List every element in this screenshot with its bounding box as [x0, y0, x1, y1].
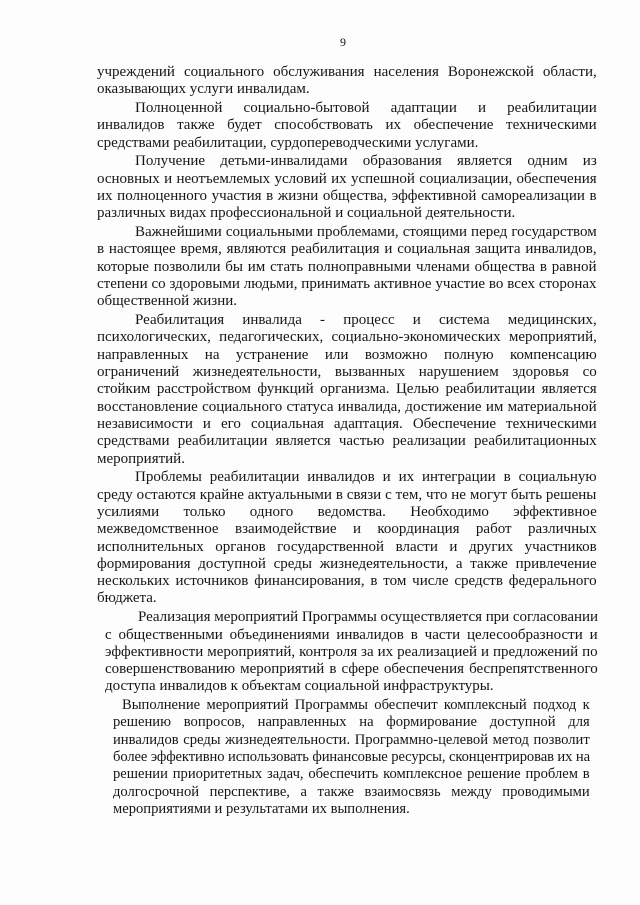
text-line: мероприятий.	[97, 450, 185, 467]
text-line: их полноценного участия в жизни общества, эффективной самореализации в	[97, 188, 597, 205]
page-number: 9	[340, 35, 346, 49]
text-line: которые позволили бы им стать полноправными членами общества в равной	[97, 258, 597, 275]
text-line: стойким расстройством функций организма. Целью реабилитации является	[97, 381, 597, 398]
text-line: инвалидов также будет способствовать их обеспечение техническими	[97, 117, 597, 134]
text-line: психологических, педагогических, социально-экономических мероприятий,	[97, 329, 597, 346]
text-line: общественной жизни.	[97, 293, 238, 310]
text-line: среду остаются крайне актуальными в связи с тем, что не могут быть решены	[97, 486, 597, 503]
text-line: Реализация мероприятий Программы осуществляется при согласовании	[138, 609, 598, 626]
text-line: независимости и его социальная адаптация. Обеспечение техническими	[97, 415, 597, 432]
text-line: Важнейшими социальными проблемами, стоящими перед государством	[135, 224, 597, 241]
text-line: средствами реабилитации, сурдопереводческими услугами.	[97, 134, 479, 151]
text-line: нескольких источников финансирования, в том числе средств федерального	[97, 573, 597, 590]
text-line: решении приоритетных задач, обеспечить комплексное решение проблем в	[113, 766, 590, 783]
text-line: доступа инвалидов к объектам социальной инфраструктуры.	[105, 678, 494, 695]
text-line: учреждений социального обслуживания населения Воронежской области,	[97, 64, 597, 80]
text-line: ограничений жизнедеятельности, вызванных нарушением здоровья со	[97, 364, 597, 381]
text-line: различных видах профессиональной и социальной деятельности.	[97, 205, 516, 222]
text-line: межведомственное взаимодействие и координация работ различных	[97, 521, 597, 538]
text-line: Реабилитация инвалида - процесс и система медицинских,	[135, 312, 597, 329]
text-line: основных и неотъемлемых условий их успешной социализации, обеспечения	[97, 170, 597, 187]
paragraph	[105, 609, 598, 695]
paragraph	[97, 153, 597, 222]
text-line: усилиями только одного ведомства. Необходимо эффективное	[97, 503, 597, 520]
text-line: степени со здоровыми людьми, принимать активное участие во всех сторонах	[97, 276, 597, 293]
text-line: эффективности мероприятий, контроля за их реализацией и предложений по	[105, 643, 598, 660]
text-line: оказывающих услуги инвалидам.	[97, 81, 310, 98]
text-line: Выполнение мероприятий Программы обеспечит комплексный подход к	[122, 697, 590, 714]
text-line: бюджета.	[97, 590, 157, 607]
paragraph	[97, 64, 597, 99]
text-line: восстановление социального статуса инвалида, достижение им материальной	[97, 398, 597, 415]
body-text	[0, 64, 640, 818]
paragraph	[113, 697, 590, 818]
text-line: решению вопросов, направленных на формирование доступной для	[113, 714, 590, 731]
text-line: Проблемы реабилитации инвалидов и их интеграции в социальную	[135, 469, 597, 486]
text-line: в настоящее время, являются реабилитация и социальная защита инвалидов,	[97, 241, 597, 258]
text-line: направленных на устранение или возможно полную компенсацию	[97, 346, 597, 363]
text-line: исполнительных органов государственной власти и других участников	[97, 538, 597, 555]
text-line: Получение детьми-инвалидами образования является одним из	[135, 153, 597, 170]
paragraph	[97, 100, 597, 152]
paragraph	[97, 469, 597, 607]
text-line: более эффективно использовать финансовые ресурсы, сконцентрировав их на	[113, 749, 590, 766]
text-line: с общественными объединениями инвалидов в части целесообразности и	[105, 626, 598, 643]
text-line: мероприятиями и результатами их выполнения.	[113, 800, 410, 817]
text-line: формирования доступной среды жизнедеятельности, а также привлечение	[97, 555, 597, 572]
paragraph	[97, 312, 597, 468]
text-line: инвалидов среды жизнедеятельности. Программно-целевой метод позволит	[113, 731, 590, 748]
text-line: Полноценной социально-бытовой адаптации и реабилитации	[135, 100, 597, 117]
text-line: совершенствованию мероприятий в сфере обеспечения беспрепятственного	[105, 661, 598, 678]
text-line: долгосрочной перспективе, а также взаимосвязь между проводимыми	[113, 783, 590, 800]
text-line: средствами реабилитации является частью реализации реабилитационных	[97, 433, 597, 450]
paragraph	[97, 224, 597, 310]
